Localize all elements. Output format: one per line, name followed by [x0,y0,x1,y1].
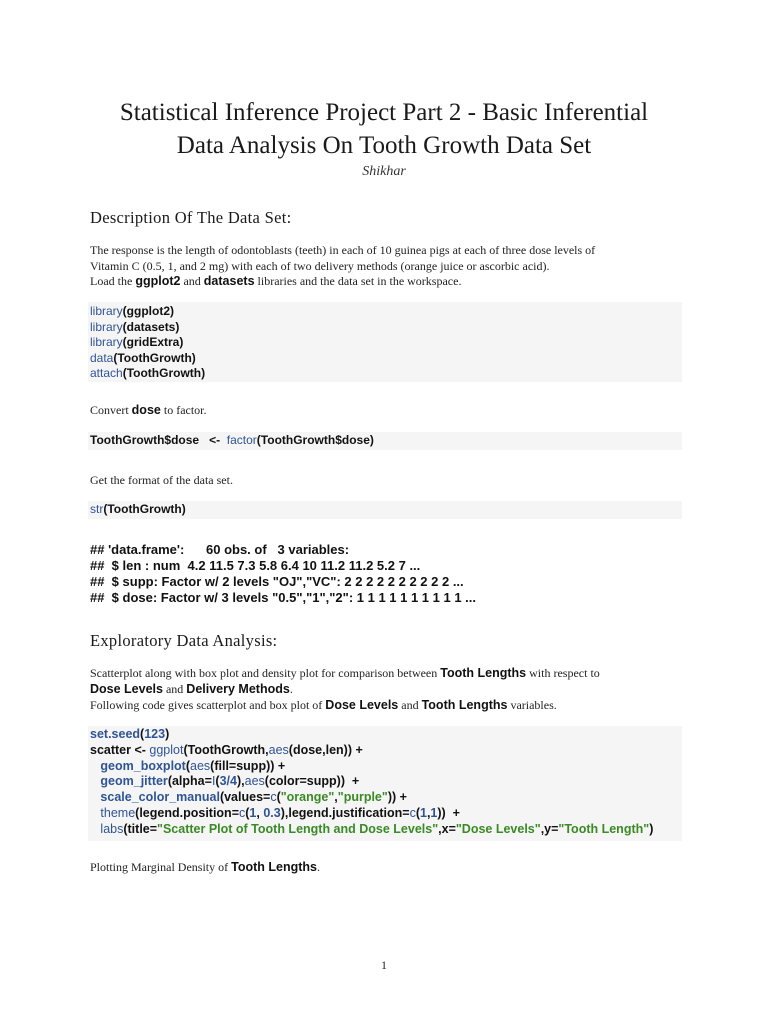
description-paragraph-line-2: Vitamin C (0.5, 1, and 2 mg) with each of two delivery methods (orange juice or ascorbic acid). [90,259,550,273]
marginal-density-sentence: Plotting Marginal Density of Tooth Lengths. [90,860,320,874]
keyword-dose-levels: Dose Levels [90,682,163,696]
section-heading-eda: Exploratory Data Analysis: [90,631,278,650]
eda-paragraph-line-1: Scatterplot along with box plot and density plot for comparison between Tooth Lengths with respect to [90,666,600,680]
keyword-dose: dose [131,403,161,417]
convert-dose-sentence: Convert dose to factor. [90,403,207,417]
keyword-datasets: datasets [203,274,255,288]
document-title-line-2: Data Analysis On Tooth Growth Data Set [176,132,592,159]
keyword-tooth-lengths-2: Tooth Lengths [421,698,508,712]
str-output-line-1: ## 'data.frame': 60 obs. of 3 variables: [90,542,350,557]
str-output-line-4: ## $ dose: Factor w/ 3 levels "0.5","1","2": 1 1 1 1 1 1 1 1 1 1 ... [90,590,477,605]
code-scatter-plot: set.seed(123) scatter <- ggplot(ToothGrowth,aes(dose,len)) + geom_boxplot(aes(fill=supp)) + geom_jitter(alpha=I(3/4),aes(color=supp)) + scale_color_manual(values=c("orange","purple")) + theme(legend.position=c(1, 0.3),legend.justification=c(1,1)) + labs(title="Scatter Plot of Tooth Length and Dose Levels",x="Dose Levels",y="Tooth Length") [90,727,654,836]
keyword-tooth-lengths-3: Tooth Lengths [231,860,317,874]
eda-paragraph-line-3: Following code gives scatterplot and box plot of Dose Levels and Tooth Lengths variables. [90,698,557,712]
code-load-libraries: library(ggplot2) library(datasets) library(gridExtra) data(ToothGrowth) attach(ToothGrowth) [90,304,206,380]
load-libraries-sentence: Load the ggplot2 and datasets libraries and the data set in the workspace. [90,274,462,288]
document-title-line-1: Statistical Inference Project Part 2 - Basic Inferential [119,99,649,126]
code-str: str(ToothGrowth) [90,502,186,516]
str-output-line-3: ## $ supp: Factor w/ 2 levels "OJ","VC": 2 2 2 2 2 2 2 2 2 2 ... [90,574,464,589]
str-output-line-2: ## $ len : num 4.2 11.5 7.3 5.8 6.4 10 11.2 11.2 5.2 7 ... [90,558,421,573]
author: Shikhar [362,164,406,179]
get-format-sentence: Get the format of the data set. [90,473,233,487]
description-paragraph-line-1: The response is the length of odontoblasts (teeth) in each of 10 guinea pigs at each of three dose levels of [90,243,596,257]
eda-paragraph-line-2: Dose Levels and Delivery Methods. [90,682,293,696]
keyword-delivery-methods: Delivery Methods [186,682,290,696]
keyword-ggplot2: ggplot2 [135,274,181,288]
code-convert-dose: ToothGrowth$dose <- factor(ToothGrowth$dose) [90,433,374,447]
keyword-dose-levels-2: Dose Levels [325,698,399,712]
section-heading-description: Description Of The Data Set: [90,208,292,227]
keyword-tooth-lengths: Tooth Lengths [440,666,527,680]
page-number: 1 [381,958,387,972]
